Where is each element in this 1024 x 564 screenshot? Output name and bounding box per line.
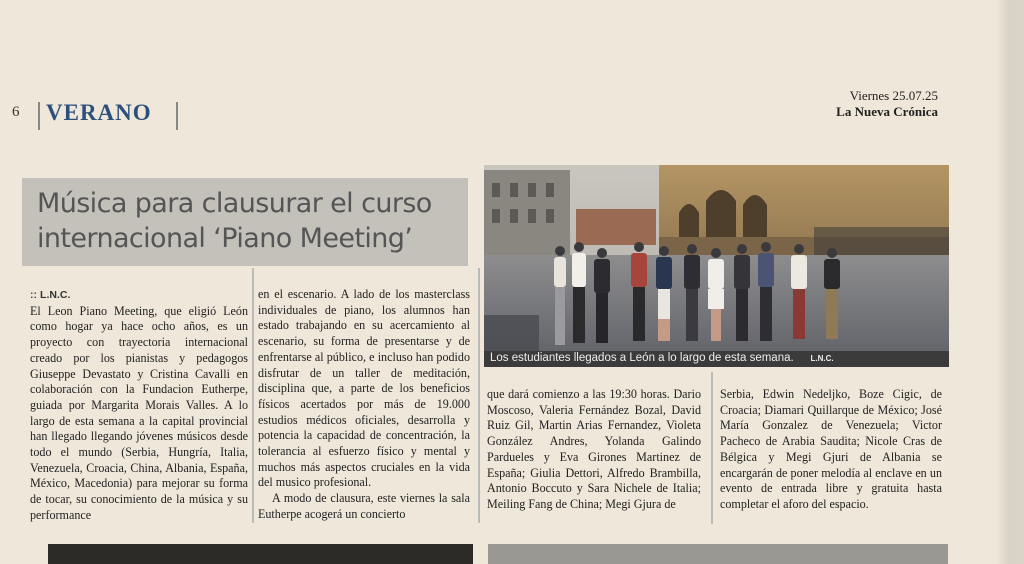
header-divider [38,102,40,130]
article-paragraph: en el escenario. A lado de los masterclass individuales de piano, los alumnos han estado trabajando en su acercamiento al escenario, su forma de presentarse y de enfrentarse al público, e incluso han podido disfrutar de un taller de meditación, disciplina que, a parte de los beneficios físicos acertados por más de 19.000 estudios médicos oficiales, desarrolla y potencia la capacidad de concentración, la tolerancia al esfuerzo físico y mental y muchos más aspectos cruciales en la vida del musico profesional. [258,287,470,490]
article-paragraph: El Leon Piano Meeting, que eligió León como hogar ya hace ocho años, es un proyecto con trayectoria internacional creado por los pianistas y pedagogos Giuseppe Devastato y Cristina Cavalli en colaboración con la Fundacion Eutherpe, guiada por Margarita Morais Valles. A lo largo de esta semana a la capital provincial han llegado llegando jóvenes músicos desde todo el mundo (Serbia, Hungría, Italia, Venezuela, Croacia, China, Albania, España, México, Macedonia) para mejorar su forma de tocar, su conocimiento de la música y su performance [30,303,248,522]
article-author: L.N.C. [40,289,71,301]
byline-mark-icon: :: [30,289,37,301]
article-paragraph: A modo de clausura, este viernes la sala Eutherpe acogerá un concierto [258,491,470,521]
article-paragraph: que dará comienzo a las 19:30 horas. Dario Moscoso, Valeria Fernández Bozal, David Ruiz Gil, Martin Arias Fernandez, Violeta González Andres, Yolanda Galindo Pardueles y Eva Girones Martinez de España; Giulia Dettori, Alfredo Brambilla, Antonio Boccuto y Sara Nichele de Italia; Meiling Fang de China; Megi Gjura de [487,387,701,511]
group-photo-illustration [484,165,949,366]
issue-date: Viernes 25.07.25 [849,88,938,103]
column-rule [711,372,713,524]
article-paragraph: Serbia, Edwin Nedeljko, Boze Cigic, de Croacia; Diamari Quillarque de México; José María Gonzalez de Venezuela; Victor Pacheco de Arabia Saudita; Nicole Cras de Bélgica y Megi Gjuri de Albania se encargarán de poner melodía al enclave en un evento de entrada libre y gratuita hasta completar el aforo del espacio. [720,387,942,511]
caption-text: Los estudiantes llegados a León a lo largo de esta semana. [490,352,794,364]
byline [30,287,248,304]
article-column-2 [258,287,470,523]
article-column-4 [720,387,942,513]
section-title: VERANO [46,100,152,125]
article-column-1 [30,287,248,524]
photo-credit: L.N.C. [810,354,834,363]
photo-caption [490,352,834,364]
photo-caption-bar [484,351,949,367]
credit-mark-icon: :: [796,352,804,364]
header-divider [176,102,178,130]
masthead-info [836,88,938,120]
column-rule [478,268,480,523]
next-article-photo [48,544,473,564]
headline-box [22,178,468,266]
article-headline: Música para clausurar el curso internacional ‘Piano Meeting’ [37,188,432,254]
column-rule [252,268,254,523]
article-photo [484,165,949,366]
publication-name: La Nueva Crónica [836,104,938,119]
article-column-3 [487,387,701,513]
next-article-photo [488,544,948,564]
page-number: 6 [12,104,20,120]
